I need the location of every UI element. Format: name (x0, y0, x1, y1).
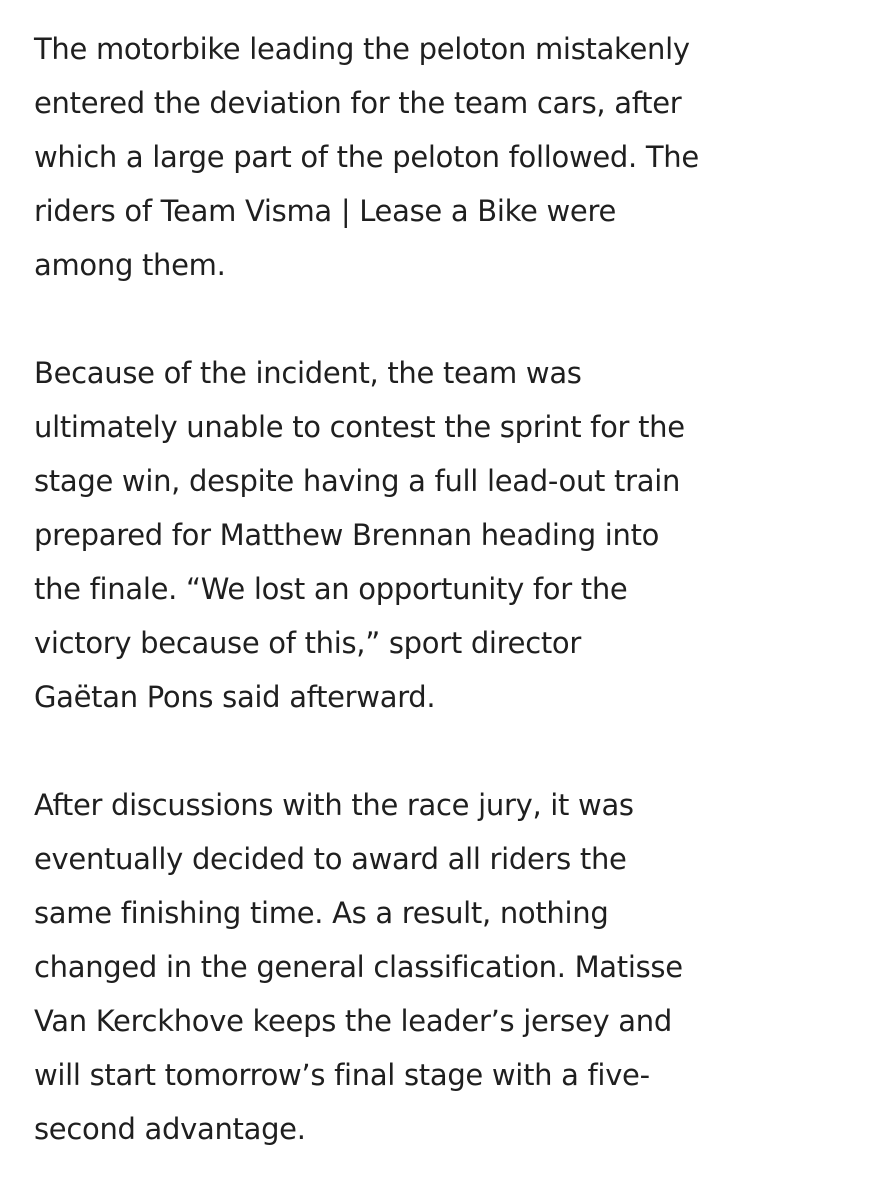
text-line: prepared for Matthew Brennan heading into (34, 518, 660, 552)
article-body (34, 22, 860, 1156)
text-line: among them. (34, 248, 226, 282)
text-line: same finishing time. As a result, nothing (34, 896, 609, 930)
text-line: ultimately unable to contest the sprint for the (34, 410, 685, 444)
text-line: the finale. “We lost an opportunity for the (34, 572, 628, 606)
text-line: stage win, despite having a full lead-out train (34, 464, 681, 498)
text-line: second advantage. (34, 1112, 306, 1146)
text-line: will start tomorrow’s final stage with a five- (34, 1058, 650, 1092)
text-line: victory because of this,” sport director (34, 626, 581, 660)
text-line: which a large part of the peloton followed. The (34, 140, 699, 174)
text-line: Because of the incident, the team was (34, 356, 582, 390)
paragraph-motorbike-deviation (34, 22, 860, 292)
text-line: Gaëtan Pons said afterward. (34, 680, 436, 714)
text-line: riders of Team Visma | Lease a Bike were (34, 194, 616, 228)
text-line: Van Kerckhove keeps the leader’s jersey and (34, 1004, 672, 1038)
text-line: The motorbike leading the peloton mistakenly (34, 32, 690, 66)
text-line: After discussions with the race jury, it was (34, 788, 634, 822)
text-line: eventually decided to award all riders the (34, 842, 627, 876)
text-line: changed in the general classification. Matisse (34, 950, 683, 984)
paragraph-incident-sprint (34, 346, 860, 724)
paragraph-jury-decision (34, 778, 860, 1156)
text-line: entered the deviation for the team cars, after (34, 86, 682, 120)
